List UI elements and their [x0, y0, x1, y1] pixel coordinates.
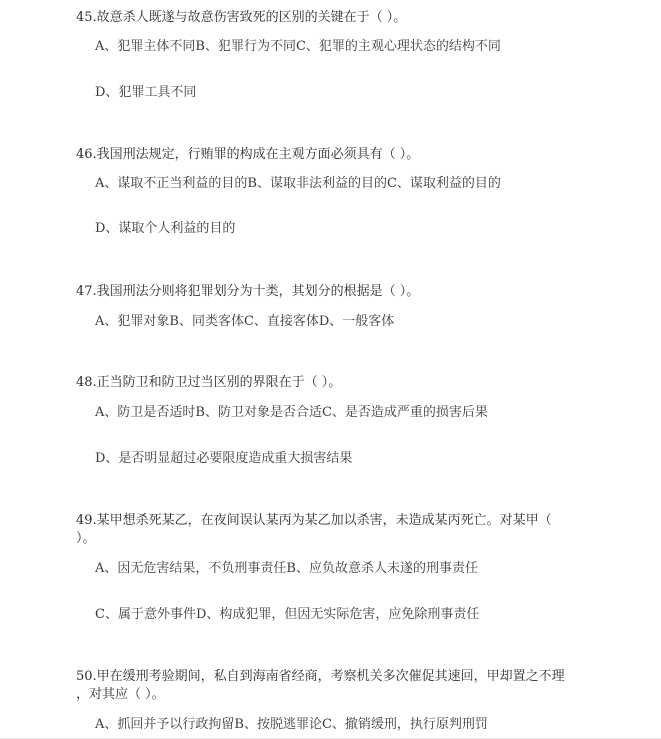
question-50-stem-line-2: ，对其应（ ）。 [76, 687, 165, 702]
question-50-stem-line-1: 50.甲在缓刑考验期间，私自到海南省经商，考察机关多次催促其速回，甲却置之不理 [76, 669, 565, 684]
question-49-options-cd: C、属于意外事件D、构成犯罪，但因无实际危害，应免除刑事责任 [95, 607, 480, 622]
question-48-option-d: D、是否明显超过必要限度造成重大损害结果 [95, 451, 353, 466]
question-46-option-d: D、谋取个人利益的目的 [95, 221, 236, 236]
question-46-options-abc: A、谋取不正当利益的目的B、谋取非法利益的目的C、谋取利益的目的 [95, 176, 501, 191]
question-48-options-abc: A、防卫是否适时B、防卫对象是否合适C、是否造成严重的损害后果 [95, 405, 488, 420]
question-46-stem: 46.我国刑法规定，行贿罪的构成在主观方面必须具有（ ）。 [76, 147, 420, 162]
question-49-stem-line-1: 49.某甲想杀死某乙，在夜间误认某丙为某乙加以杀害，未造成某丙死亡。对某甲（ [76, 513, 552, 528]
question-49-options-ab: A、因无危害结果，不负刑事责任B、应负故意杀人未遂的刑事责任 [95, 561, 478, 576]
question-50-options-abc: A、抓回并予以行政拘留B、按脱逃罪论C、撤销缓刑，执行原判刑罚 [95, 717, 488, 732]
question-47-options-abcd: A、犯罪对象B、同类客体C、直接客体D、一般客体 [95, 314, 395, 329]
question-45-option-d: D、犯罪工具不同 [95, 85, 197, 100]
question-47-stem: 47.我国刑法分则将犯罪划分为十类，其划分的根据是（ ）。 [76, 284, 420, 299]
question-48-stem: 48.正当防卫和防卫过当区别的界限在于（ ）。 [76, 375, 342, 390]
question-45-options-abc: A、犯罪主体不同B、犯罪行为不同C、犯罪的主观心理状态的结构不同 [95, 39, 501, 54]
question-49-stem-line-2: ）。 [76, 531, 96, 546]
question-45-stem: 45.故意杀人既遂与故意伤害致死的区别的关键在于（ ）。 [76, 10, 407, 25]
